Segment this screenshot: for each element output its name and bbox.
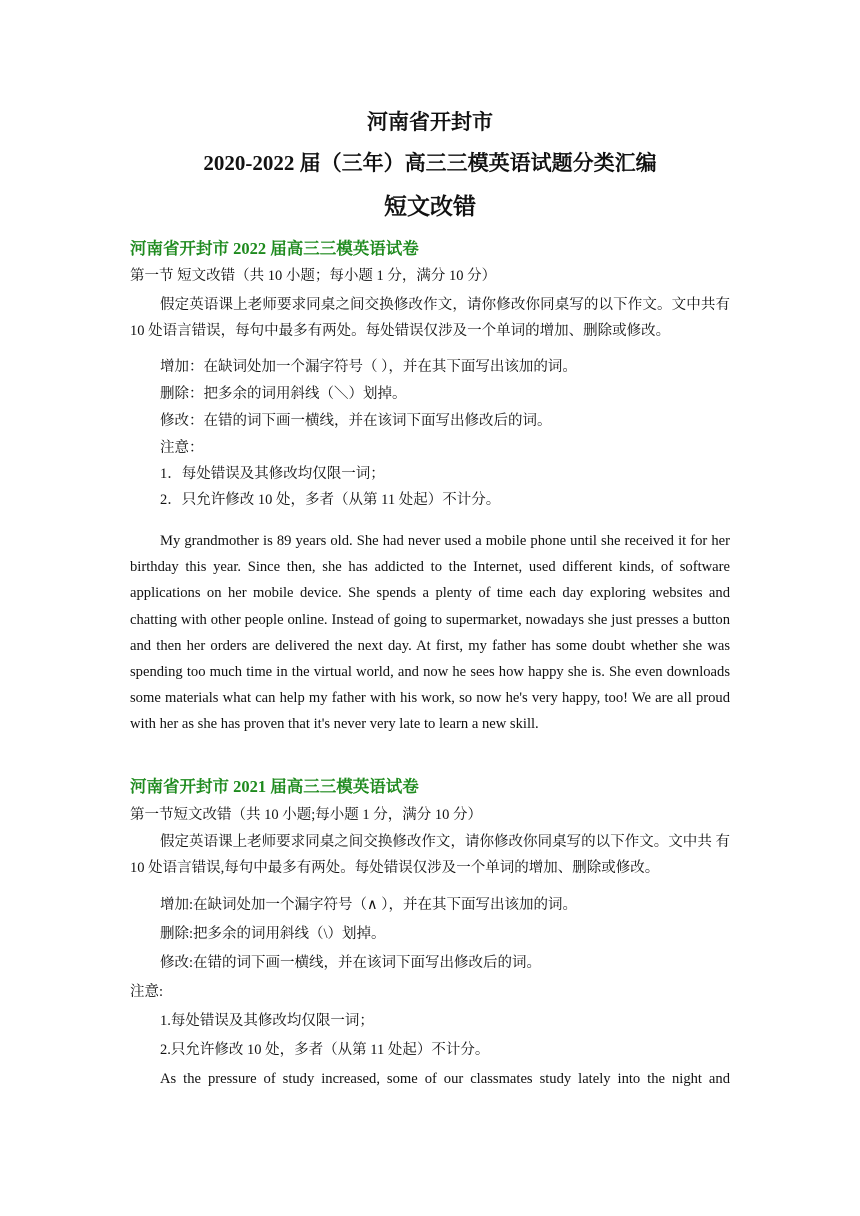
note-2-2021: 2.只允许修改 10 处，多者（从第 11 处起）不计分。 [160,1042,490,1058]
doc-title-region: 河南省开封市 [367,110,493,134]
part-title-2021: 第一节短文改错（共 10 小题;每小题 1 分，满分 10 分） [130,807,483,823]
rule-modify-2022: 修改：在错的词下画一横线，并在该词下面写出修改后的词。 [160,413,552,429]
section-heading-2022: 河南省开封市 2022 届高三三模英语试卷 [130,239,419,258]
rule-delete-2022: 删除：把多余的词用斜线（＼）划掉。 [160,386,407,402]
part-title-2022: 第一节 短文改错（共 10 小题；每小题 1 分，满分 10 分） [130,268,497,284]
passage-2021: As the pressure of study increased, some of our classmates study lately into the night and [160,1071,730,1087]
rule-delete-2021: 删除:把多余的词用斜线（\）划掉。 [160,926,386,942]
instructions-2021: 假定英语课上老师要求同桌之间交换修改作文，请你修改你同桌写的以下作文。文中共 有 10 处语言错误,每句中最多有两处。每处错误仅涉及一个单词的增加、删除或修改。 [130,834,730,876]
note-label-2022: 注意： [160,440,204,456]
note-2-2022: 2．只允许修改 10 处，多者（从第 11 处起）不计分。 [160,492,501,508]
note-label-2021: 注意: [130,984,164,1000]
note-1-2022: 1．每处错误及其修改均仅限一词； [160,466,385,482]
passage-2022: My grandmother is 89 years old. She had never used a mobile phone until she received it for her birthday this year. Since then, she has addicted to the Internet, used different kinds, of software applications on her mobile device. She spends a plenty of time each day exploring websites and chatting with other people online. Instead of going to supermarket, nowadays she just presses a button and then her orders are delivered the next day. At first, my father has some doubt whether she was spending too much time in the virtual world, and now he sees how happy she is. She even downloads some materials what can help my father with his work, so now he's very happy, too! We are all proud with her as she has proven that it's never very late to learn a new skill. [130,533,730,733]
doc-title-collection: 2020-2022 届（三年）高三三模英语试题分类汇编 [203,151,657,175]
rule-modify-2021: 修改:在错的词下画一横线，并在该词下面写出修改后的词。 [160,955,542,971]
note-1-2021: 1.每处错误及其修改均仅限一词； [160,1013,374,1029]
instructions-2022: 假定英语课上老师要求同桌之间交换修改作文，请你修改你同桌写的以下作文。文中共有 10 处语言错误，每句中最多有两处。每处错误仅涉及一个单词的增加、删除或修改。 [130,297,730,339]
section-heading-2021: 河南省开封市 2021 届高三三模英语试卷 [130,777,419,796]
doc-title-topic: 短文改错 [384,194,476,219]
rule-add-2022: 增加：在缺词处加一个漏字符号（ ），并在其下面写出该加的词。 [160,359,577,375]
rule-add-2021: 增加:在缺词处加一个漏字符号（∧ ），并在其下面写出该加的词。 [160,897,578,913]
